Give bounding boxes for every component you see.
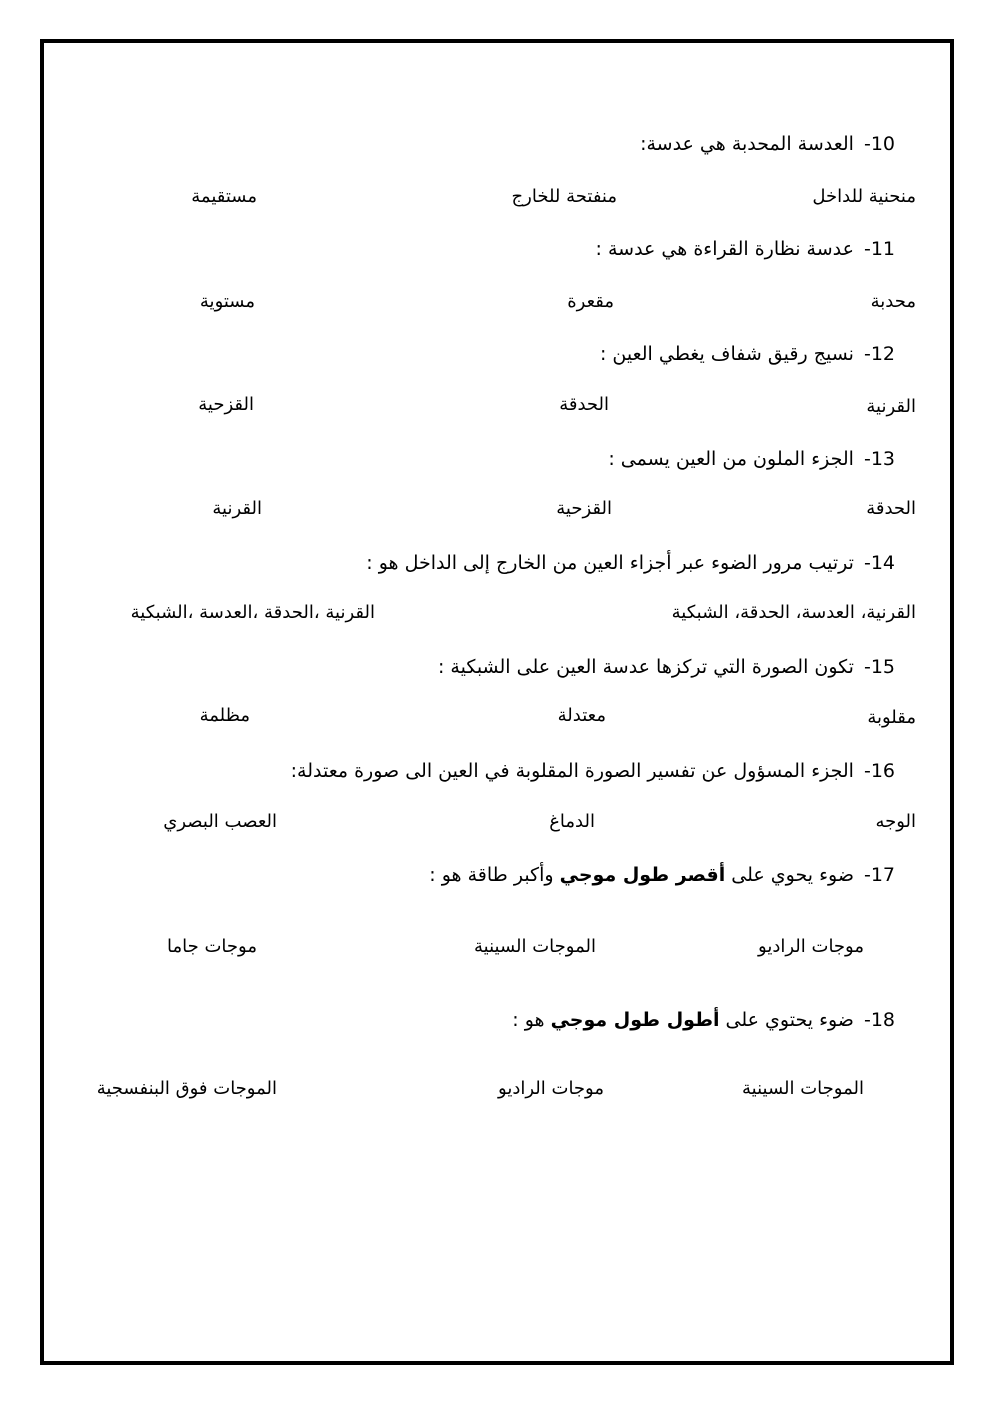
option-c: موجات جاما — [167, 936, 257, 957]
option-c: مستقيمة — [191, 186, 257, 207]
question-12 — [600, 343, 895, 365]
question-number: 15- — [863, 656, 895, 678]
question-17 — [429, 864, 895, 886]
option-b: منفتحة للخارج — [511, 186, 617, 207]
question-text-emphasis: أقصر طول موجي — [559, 864, 726, 886]
option-a: الموجات السينية — [742, 1078, 864, 1099]
option-c: القزحية — [198, 394, 254, 415]
option-c: القرنية — [212, 498, 262, 519]
question-10 — [640, 133, 895, 155]
option-b: موجات الراديو — [498, 1078, 604, 1099]
question-number: 16- — [863, 760, 895, 782]
question-text-emphasis: أطول طول موجي — [550, 1009, 720, 1031]
option-a: القرنية، العدسة، الحدقة، الشبكية — [671, 602, 916, 623]
question-text: ترتيب مرور الضوء عبر أجزاء العين من الخارج إلى الداخل هو : — [366, 552, 854, 574]
question-number: 11- — [863, 238, 895, 260]
question-number: 17- — [863, 864, 895, 886]
question-16 — [291, 760, 895, 782]
question-text: الجزء المسؤول عن تفسير الصورة المقلوبة في العين الى صورة معتدلة: — [290, 760, 854, 782]
option-a: القرنية — [866, 396, 916, 417]
question-number: 10- — [863, 133, 895, 155]
question-text: تكون الصورة التي تركزها عدسة العين على الشبكية : — [437, 656, 854, 678]
option-c: مستوية — [199, 291, 255, 312]
question-text-part-2: وأكبر طاقة هو : — [429, 864, 554, 886]
question-text: نسيج رقيق شفاف يغطي العين : — [599, 343, 854, 365]
option-a: منحنية للداخل — [812, 186, 916, 207]
option-c: مظلمة — [199, 705, 250, 726]
option-c: الموجات فوق البنفسجية — [96, 1078, 277, 1099]
option-b: مقعرة — [567, 291, 614, 312]
question-text-part-1: ضوء يحوي على — [731, 864, 854, 886]
option-a: موجات الراديو — [758, 936, 864, 957]
option-a: محدبة — [870, 291, 916, 312]
question-number: 12- — [863, 343, 895, 365]
question-text: العدسة المحدبة هي عدسة: — [640, 133, 854, 155]
option-a: مقلوبة — [867, 707, 916, 728]
option-b: الحدقة — [559, 394, 609, 415]
question-14 — [366, 552, 895, 574]
option-b: معتدلة — [557, 705, 606, 726]
option-b: القزحية — [556, 498, 612, 519]
question-number: 18- — [863, 1009, 895, 1031]
question-text: الجزء الملون من العين يسمى : — [608, 448, 854, 470]
question-18 — [512, 1009, 895, 1031]
option-c: العصب البصري — [163, 811, 277, 832]
option-b: القرنية ،الحدقة ،العدسة ،الشبكية — [130, 602, 375, 623]
option-b: الدماغ — [549, 811, 595, 832]
question-11 — [596, 238, 895, 260]
option-a: الحدقة — [866, 498, 916, 519]
question-15 — [438, 656, 895, 678]
option-a: الوجه — [875, 811, 916, 832]
question-text: عدسة نظارة القراءة هي عدسة : — [595, 238, 854, 260]
option-b: الموجات السينية — [474, 936, 596, 957]
question-number: 13- — [863, 448, 895, 470]
question-text-part-1: ضوء يحتوي على — [725, 1009, 854, 1031]
question-text-part-2: هو : — [512, 1009, 545, 1031]
question-13 — [608, 448, 895, 470]
question-number: 14- — [863, 552, 895, 574]
